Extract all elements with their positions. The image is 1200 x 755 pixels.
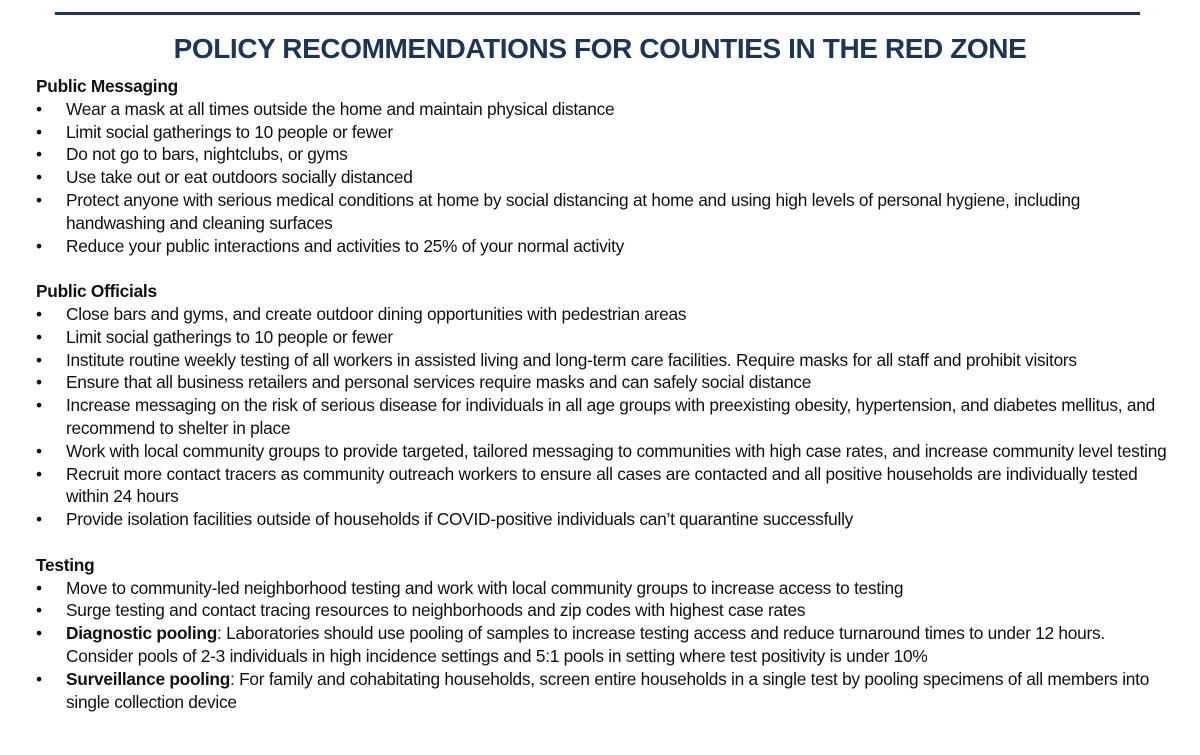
bullet-icon: • [36,189,42,210]
bullet-list [36,577,1176,714]
list-item [36,440,1176,463]
list-item-text: Do not go to bars, nightclubs, or gyms [66,144,348,165]
list-item [36,622,1176,668]
bullet-icon: • [36,326,42,347]
bullet-icon: • [36,98,42,119]
bullet-icon: • [36,668,42,689]
section-heading: Public Officials [36,281,157,302]
list-item-text: Use take out or eat outdoors socially distanced [66,167,413,188]
list-item-text: Close bars and gyms, and create outdoor dining opportunities with pedestrian areas [66,303,687,324]
list-item-text: Surge testing and contact tracing resources to neighborhoods and zip codes with highest case rates [66,600,806,621]
list-item-text: Institute routine weekly testing of all workers in assisted living and long-term care facilities. Require masks for all staff and prohibit visitors [66,349,1077,370]
list-item-text: : For family and cohabitating households, screen entire households in a single test by pooling specimens of all members into single collection device [66,668,1150,712]
bullet-icon: • [36,577,42,598]
bullet-icon: • [36,349,42,370]
bullet-icon: • [36,372,42,393]
bullet-icon: • [36,463,42,484]
list-item [36,235,1176,258]
list-item [36,121,1176,144]
list-item [36,371,1176,394]
bullet-icon: • [36,167,42,188]
list-item [36,599,1176,622]
list-item [36,508,1176,531]
list-item-lead: Diagnostic pooling [66,623,218,644]
list-item-text: Provide isolation facilities outside of households if COVID-positive individuals can’t quarantine successfully [66,509,854,530]
list-item-text: Wear a mask at all times outside the home and maintain physical distance [66,98,615,119]
top-rule [55,12,1140,15]
section-public-messaging [36,75,1176,257]
list-item [36,463,1176,509]
list-item-text: Move to community-led neighborhood testing and work with local community groups to increase access to testing [66,577,904,598]
section-public-officials [36,280,1176,531]
list-item [36,143,1176,166]
bullet-icon: • [36,303,42,324]
list-item-text: : Laboratories should use pooling of samples to increase testing access and reduce turnaround times to under 12 hours. Consider pools of 2-3 individuals in high incidence settings and 5:1 pools in setting where test positivity is under 10% [66,623,1105,666]
list-item-text: Reduce your public interactions and activities to 25% of your normal activity [66,235,625,256]
list-item [36,326,1176,349]
bullet-icon: • [36,144,42,165]
section-testing [36,554,1176,714]
list-item-lead: Surveillance pooling [66,668,231,689]
list-item-text: Ensure that all business retailers and personal services require masks and can safely social distance [66,372,812,393]
bullet-icon: • [36,623,42,644]
bullet-icon: • [36,600,42,621]
list-item-text: Limit social gatherings to 10 people or fewer [66,326,393,347]
list-item [36,668,1176,714]
list-item [36,349,1176,372]
list-item [36,577,1176,600]
list-item [36,189,1176,235]
list-item-text: Protect anyone with serious medical conditions at home by social distancing at home and using high levels of personal hygiene, including handwashing and cleaning surfaces [66,189,1081,233]
list-item [36,303,1176,326]
section-heading: Public Messaging [36,76,178,96]
list-item-text: Work with local community groups to provide targeted, tailored messaging to communities with high case rates, and increase community level testing [66,440,1167,461]
list-item-text: Increase messaging on the risk of serious disease for individuals in all age groups with preexisting obesity, hypertension, and diabetes mellitus, and recommend to shelter in place [66,395,1155,438]
bullet-icon: • [36,509,42,530]
section-heading: Testing [36,554,95,575]
bullet-list [36,303,1176,531]
list-item [36,166,1176,189]
bullet-icon: • [36,395,42,416]
bullet-list [36,98,1176,258]
bullet-icon: • [36,440,42,461]
page-title: POLICY RECOMMENDATIONS FOR COUNTIES IN THE RED ZONE [173,33,1027,64]
list-item [36,98,1176,121]
bullet-icon: • [36,235,42,256]
document-body [36,75,1176,736]
list-item-text: Recruit more contact tracers as community outreach workers to ensure all cases are contacted and all positive households are individually tested within 24 hours [66,463,1138,507]
bullet-icon: • [36,121,42,142]
list-item-text: Limit social gatherings to 10 people or fewer [66,121,393,142]
list-item [36,394,1176,440]
